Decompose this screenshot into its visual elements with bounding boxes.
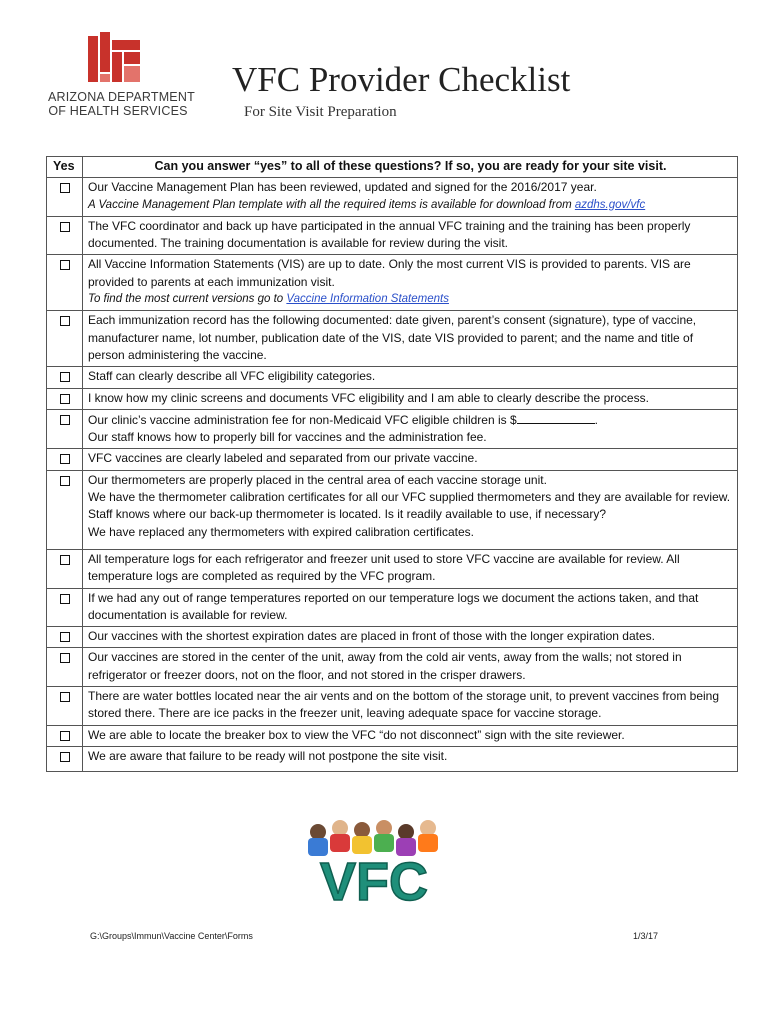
checklist-row	[47, 367, 738, 388]
yes-checkbox[interactable]	[60, 260, 70, 270]
footer-date: 1/3/17	[633, 931, 659, 941]
checklist-row	[47, 255, 738, 311]
checklist-row	[47, 409, 738, 449]
checklist-item-text: There are water bottles located near the air vents and on the bottom of the storage unit, to prevent vaccines from being stored there. There are ice packs in the freezer unit, leaving adequate space for vaccine storage.	[88, 689, 720, 721]
checklist-item-text: We are aware that failure to be ready will not postpone the site visit.	[88, 748, 448, 763]
checklist-item-text: All temperature logs for each refrigerator and freezer unit used to store VFC vaccine are available for review. All temperature logs are completed as required by the VFC program.	[88, 551, 680, 584]
checklist-table	[46, 156, 738, 772]
fee-amount-field[interactable]	[517, 411, 595, 424]
checklist-item-text: Our thermometers are properly placed in the central area of each vaccine storage unit.	[88, 472, 547, 487]
yes-checkbox[interactable]	[60, 183, 70, 193]
checklist-row	[47, 627, 738, 648]
children-illustration-icon	[308, 820, 438, 856]
checklist-item-text: Our staff knows how to properly bill for vaccines and the administration fee.	[88, 430, 487, 445]
org-name-line1: ARIZONA DEPARTMENT	[48, 90, 195, 104]
checklist-row	[47, 216, 738, 255]
yes-checkbox[interactable]	[60, 394, 70, 404]
yes-checkbox[interactable]	[60, 632, 70, 642]
checklist-row	[47, 549, 738, 588]
yes-checkbox[interactable]	[60, 594, 70, 604]
checklist-item-text: Our Vaccine Management Plan has been reviewed, updated and signed for the 2016/2017 year.	[88, 180, 597, 195]
checklist-item-text: Our vaccines with the shortest expiration dates are placed in front of those with the longer expiration dates.	[88, 629, 655, 644]
yes-checkbox[interactable]	[60, 692, 70, 702]
yes-checkbox[interactable]	[60, 752, 70, 762]
yes-checkbox[interactable]	[60, 222, 70, 232]
checklist-item-text: We have replaced any thermometers with expired calibration certificates.	[88, 524, 474, 539]
vfc-logo-text: VFC	[320, 852, 428, 904]
checklist-row	[47, 648, 738, 687]
yes-checkbox[interactable]	[60, 372, 70, 382]
checklist-item-text: Our vaccines are stored in the center of the unit, away from the cold air vents, away from the walls; not stored in refrigerator or freezer doors, not on the floor, and not stored in the crisper drawers.	[88, 650, 682, 682]
checklist-item-text: We are able to locate the breaker box to view the VFC “do not disconnect” sign with the site reviewer.	[88, 727, 625, 742]
checklist-item-text: Staff knows where our back-up thermometer is located. Is it readily available to use, if necessary?	[88, 507, 607, 522]
yes-checkbox[interactable]	[60, 555, 70, 565]
checklist-row	[47, 178, 738, 217]
checklist-item-note: To find the most current versions go to Vaccine Information Statements	[88, 293, 449, 306]
checklist-header-row	[47, 157, 738, 178]
checklist-row	[47, 687, 738, 726]
org-name-line2: OF HEALTH SERVICES	[48, 104, 188, 118]
yes-checkbox[interactable]	[60, 415, 70, 425]
checklist-row	[47, 449, 738, 470]
yes-checkbox[interactable]	[60, 731, 70, 741]
checklist-row	[47, 311, 738, 367]
vis-link[interactable]: Vaccine Information Statements	[286, 293, 449, 306]
checklist-item-text: Our clinic’s vaccine administration fee for non-Medicaid VFC eligible children is $ .	[88, 412, 598, 427]
checklist-item-text: Each immunization record has the following documented: date given, parent’s consent (signature), type of vaccine, manufacturer name, lot number, publication date of the VIS, date VIS provided to parent; and the name and title of person administering the vaccine.	[88, 313, 697, 362]
page-subtitle: For Site Visit Preparation	[244, 104, 397, 120]
azdhs-vfc-link[interactable]: azdhs.gov/vfc	[574, 198, 646, 211]
yes-column-header: Yes	[47, 157, 83, 178]
page-title: VFC Provider Checklist	[232, 60, 571, 99]
checklist-row	[47, 746, 738, 771]
checklist-item-text: All Vaccine Information Statements (VIS) are up to date. Only the most current VIS is provided to parents. VIS are provided to parents at each immunization visit.	[88, 257, 691, 289]
checklist-item-text: If we had any out of range temperatures reported on our temperature logs we document the actions taken, and that documentation is available for review.	[88, 590, 699, 622]
question-column-header: Can you answer “yes” to all of these questions? If so, you are ready for your site visit.	[83, 157, 738, 178]
checklist-item-text: Staff can clearly describe all VFC eligibility categories.	[88, 369, 376, 384]
checklist-item-text: The VFC coordinator and back up have participated in the annual VFC training and the training has been properly documented. The training documentation is available for review during the visit.	[88, 218, 691, 251]
checklist-item-text: I know how my clinic screens and documents VFC eligibility and I am able to clearly describe the process.	[88, 390, 649, 405]
footer-file-path: G:\Groups\Immun\Vaccine Center\Forms	[90, 931, 253, 941]
checklist-item-note: A Vaccine Management Plan template with all the required items is available for download from azdhs.gov/vfc	[88, 198, 646, 211]
checklist-row	[47, 388, 738, 409]
vfc-children-logo	[300, 818, 448, 904]
adhs-logo-mark-icon	[86, 32, 144, 86]
adhs-logo	[48, 32, 195, 122]
yes-checkbox[interactable]	[60, 653, 70, 663]
checklist-item-text: VFC vaccines are clearly labeled and separated from our private vaccine.	[88, 451, 478, 466]
checklist-row	[47, 470, 738, 549]
yes-checkbox[interactable]	[60, 476, 70, 486]
checklist-row	[47, 588, 738, 627]
yes-checkbox[interactable]	[60, 316, 70, 326]
yes-checkbox[interactable]	[60, 454, 70, 464]
checklist-item-text: We have the thermometer calibration certificates for all our VFC supplied thermometers and they are available for review.	[88, 490, 731, 505]
checklist-row	[47, 725, 738, 746]
